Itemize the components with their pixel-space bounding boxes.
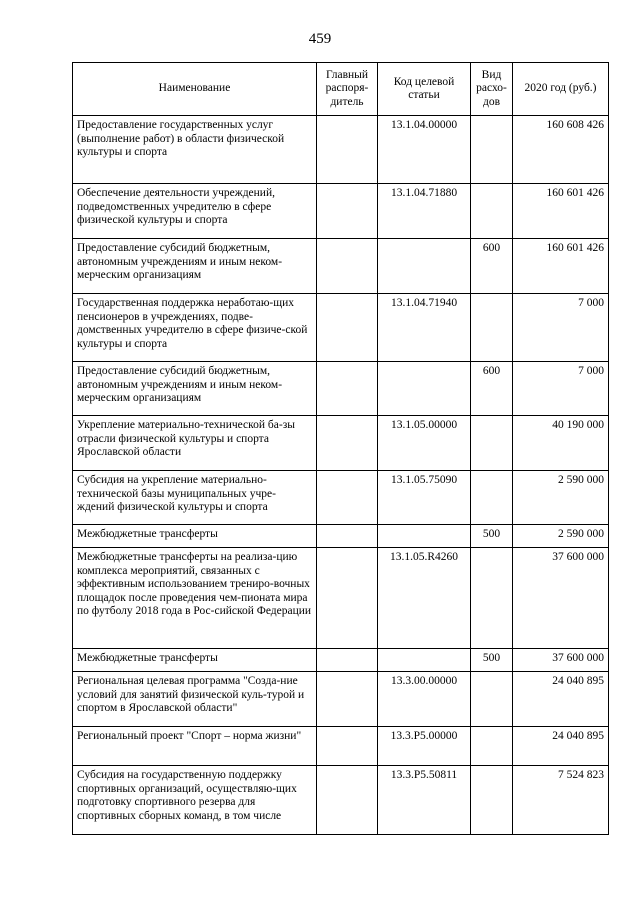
table-row	[73, 184, 609, 239]
table-row	[73, 525, 609, 548]
row-code: 13.3.00.00000	[378, 672, 471, 727]
row-name: Укрепление материально-технической ба-зы отрасли физической культуры и спорта Ярославской области	[73, 416, 317, 471]
row-manager	[317, 116, 378, 184]
table-row	[73, 294, 609, 362]
row-name: Межбюджетные трансферты на реализа-цию комплекса мероприятий, связанных с эффективным использованием трениро-вочных площадок после проведения чем-пионата мира по футболу 2018 года в Рос-сийской Федерации	[73, 548, 317, 649]
table-row	[73, 766, 609, 835]
header-code: Код целевой статьи	[378, 63, 471, 116]
row-amount: 24 040 895	[513, 672, 609, 727]
row-code: 13.1.05.R4260	[378, 548, 471, 649]
row-amount: 37 600 000	[513, 649, 609, 672]
row-code	[378, 525, 471, 548]
table-row	[73, 471, 609, 525]
row-name: Субсидия на государственную поддержку спортивных организаций, осуществляю-щих подготовку спортивного резерва для спортивных сборных команд, в том числе	[73, 766, 317, 835]
table-row	[73, 649, 609, 672]
row-vr: 500	[471, 525, 513, 548]
row-code	[378, 362, 471, 416]
table-row	[73, 362, 609, 416]
row-name: Региональная целевая программа "Созда-ние условий для занятий физической куль-турой и спортом в Ярославской области"	[73, 672, 317, 727]
row-name: Субсидия на укрепление материально-технической базы муниципальных учре-ждений физической культуры и спорта	[73, 471, 317, 525]
row-vr	[471, 766, 513, 835]
row-vr	[471, 184, 513, 239]
header-manager: Главный распоря-дитель	[317, 63, 378, 116]
row-manager	[317, 184, 378, 239]
row-vr: 500	[471, 649, 513, 672]
row-manager	[317, 362, 378, 416]
row-amount: 7 000	[513, 294, 609, 362]
table-row	[73, 416, 609, 471]
row-amount: 37 600 000	[513, 548, 609, 649]
table-row	[73, 727, 609, 766]
row-manager	[317, 239, 378, 294]
row-amount: 160 601 426	[513, 239, 609, 294]
row-code: 13.1.05.00000	[378, 416, 471, 471]
table-row	[73, 672, 609, 727]
row-name: Предоставление государственных услуг (выполнение работ) в области физической культуры и спорта	[73, 116, 317, 184]
header-name: Наименование	[73, 63, 317, 116]
row-code: 13.1.04.00000	[378, 116, 471, 184]
header-row	[73, 63, 609, 116]
row-manager	[317, 294, 378, 362]
row-vr	[471, 294, 513, 362]
row-vr	[471, 548, 513, 649]
row-code: 13.1.05.75090	[378, 471, 471, 525]
row-name: Обеспечение деятельности учреждений, подведомственных учредителю в сфере физической культуры и спорта	[73, 184, 317, 239]
row-name: Государственная поддержка неработаю-щих пенсионеров в учреждениях, подве-домственных учредителю в сфере физиче-ской культуры и спорта	[73, 294, 317, 362]
row-code	[378, 239, 471, 294]
row-manager	[317, 727, 378, 766]
table-row	[73, 548, 609, 649]
page-number: 459	[308, 31, 332, 47]
row-name: Межбюджетные трансферты	[73, 649, 317, 672]
header-vr: Вид расхо-дов	[471, 63, 513, 116]
row-name: Предоставление субсидий бюджетным, автономным учреждениям и иным неком-мерческим организациям	[73, 239, 317, 294]
row-code: 13.3.P5.50811	[378, 766, 471, 835]
table-row	[73, 116, 609, 184]
row-name: Региональный проект "Спорт – норма жизни"	[73, 727, 317, 766]
row-vr	[471, 672, 513, 727]
row-amount: 2 590 000	[513, 525, 609, 548]
row-amount: 24 040 895	[513, 727, 609, 766]
row-manager	[317, 548, 378, 649]
row-amount: 40 190 000	[513, 416, 609, 471]
row-amount: 160 608 426	[513, 116, 609, 184]
row-name: Предоставление субсидий бюджетным, автономным учреждениям и иным неком-мерческим организациям	[73, 362, 317, 416]
row-amount: 2 590 000	[513, 471, 609, 525]
row-amount: 160 601 426	[513, 184, 609, 239]
row-vr	[471, 116, 513, 184]
row-code: 13.1.04.71940	[378, 294, 471, 362]
row-code: 13.1.04.71880	[378, 184, 471, 239]
row-name: Межбюджетные трансферты	[73, 525, 317, 548]
header-amount: 2020 год (руб.)	[513, 63, 609, 116]
row-vr: 600	[471, 239, 513, 294]
row-vr	[471, 471, 513, 525]
row-manager	[317, 672, 378, 727]
row-manager	[317, 416, 378, 471]
row-manager	[317, 471, 378, 525]
row-amount: 7 000	[513, 362, 609, 416]
row-code: 13.3.P5.00000	[378, 727, 471, 766]
budget-table	[72, 62, 609, 835]
row-vr: 600	[471, 362, 513, 416]
row-manager	[317, 649, 378, 672]
table-row	[73, 239, 609, 294]
row-manager	[317, 766, 378, 835]
row-code	[378, 649, 471, 672]
row-amount: 7 524 823	[513, 766, 609, 835]
row-manager	[317, 525, 378, 548]
row-vr	[471, 727, 513, 766]
row-vr	[471, 416, 513, 471]
